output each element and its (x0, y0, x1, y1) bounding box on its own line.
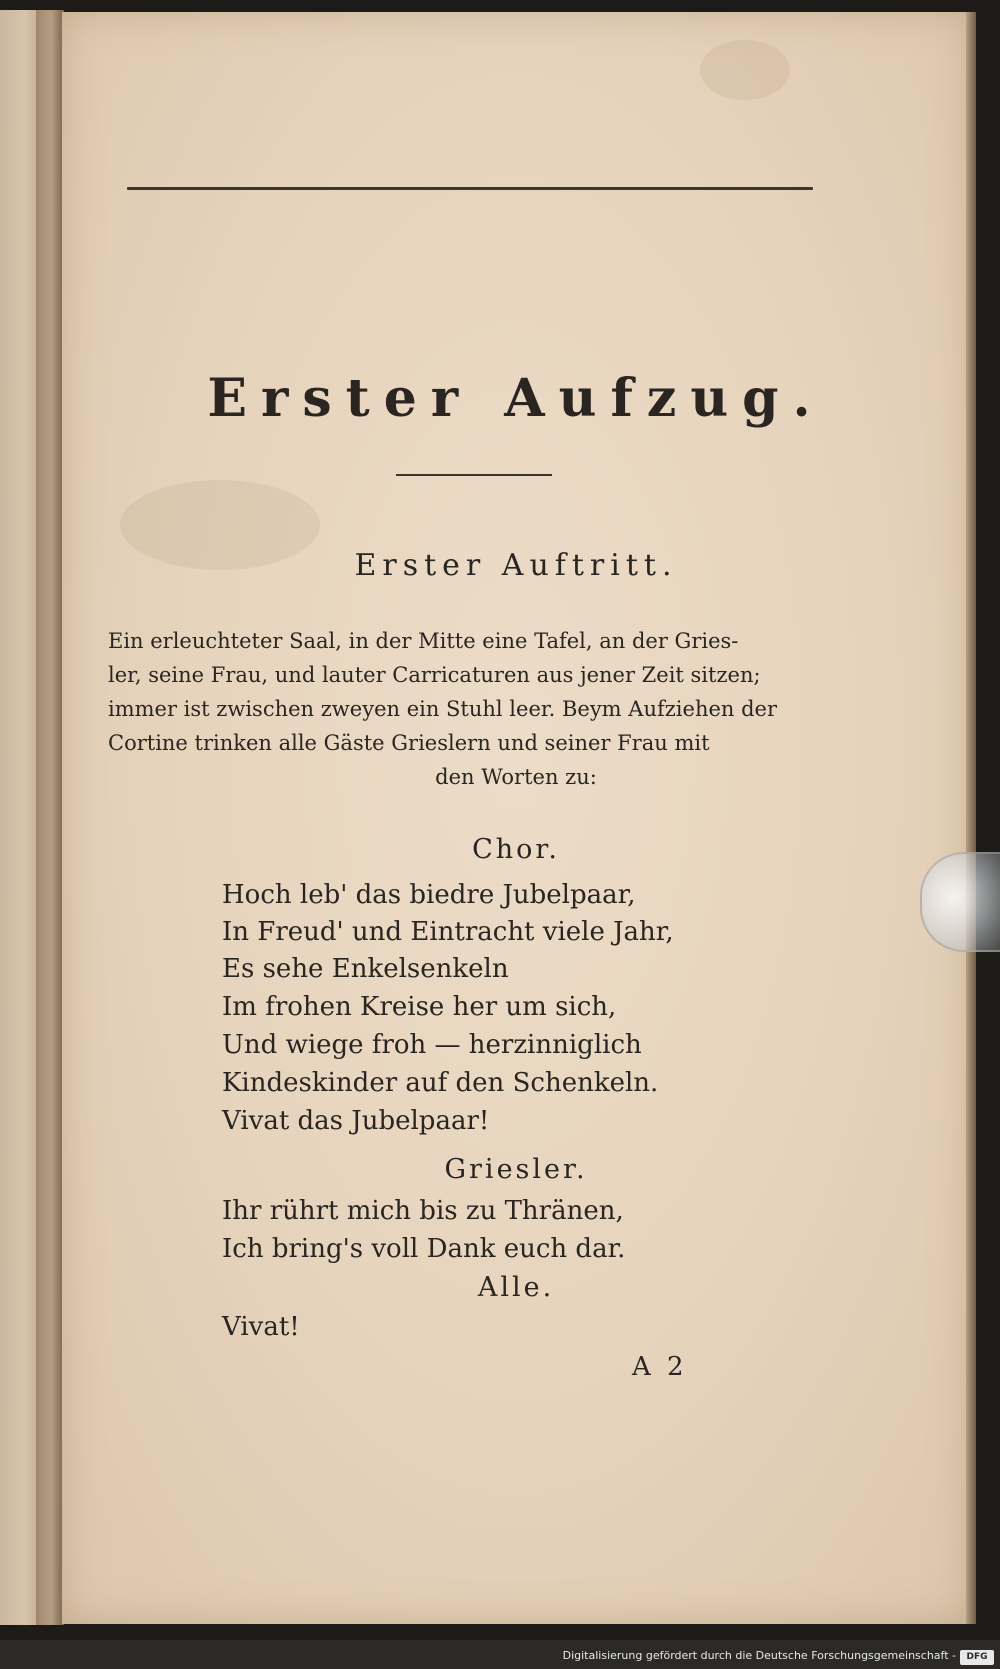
footer-bar (0, 1647, 1000, 1669)
paper-stain (700, 40, 790, 100)
signature-mark: A 2 (632, 1352, 688, 1382)
verse-line: Ihr rührt mich bis zu Thränen, (222, 1196, 624, 1226)
stage-direction (108, 624, 816, 760)
verse-line: Im frohen Kreise her um sich, (222, 992, 617, 1022)
verse-line: Kindeskinder auf den Schenkeln. (222, 1068, 659, 1098)
scene-title: Erster Auftritt. (354, 548, 678, 583)
verse-line: Vivat! (222, 1312, 300, 1342)
stage-direction-line: immer ist zwischen zweyen ein Stuhl leer. Beym Aufziehen der (108, 697, 778, 721)
verse-line: Ich bring's voll Dank euch dar. (222, 1234, 626, 1264)
dfg-logo: DFG (960, 1650, 994, 1665)
verse-line: In Freud' und Eintracht viele Jahr, (222, 917, 674, 947)
title-divider (396, 474, 552, 476)
act-title: Erster Aufzug. (207, 368, 825, 429)
speaker-griesler: Griesler. (444, 1154, 588, 1185)
verse-line: Vivat das Jubelpaar! (222, 1106, 490, 1136)
stage-direction-last-line: den Worten zu: (435, 765, 597, 789)
page-clip-holder (920, 852, 1000, 952)
stage-direction-line: ler, seine Frau, und lauter Carricaturen aus jener Zeit sitzen; (108, 663, 761, 687)
speaker-alle: Alle. (477, 1272, 555, 1303)
verse-line: Und wiege froh — herzinniglich (222, 1030, 642, 1060)
speaker-chor: Chor. (472, 834, 560, 865)
funding-credit: Digitalisierung gefördert durch die Deutsche Forschungsgemeinschaft - (562, 1649, 956, 1662)
binding-gutter (36, 10, 62, 1625)
verse-line: Hoch leb' das biedre Jubelpaar, (222, 880, 636, 910)
verse-line: Es sehe Enkelsenkeln (222, 954, 509, 984)
top-rule (127, 187, 813, 190)
book-page (62, 12, 970, 1624)
stage-direction-line: Ein erleuchteter Saal, in der Mitte eine Tafel, an der Gries- (108, 629, 739, 653)
stage-direction-line: Cortine trinken alle Gäste Grieslern und seiner Frau mit (108, 731, 710, 755)
page-right-edge (966, 12, 976, 1624)
